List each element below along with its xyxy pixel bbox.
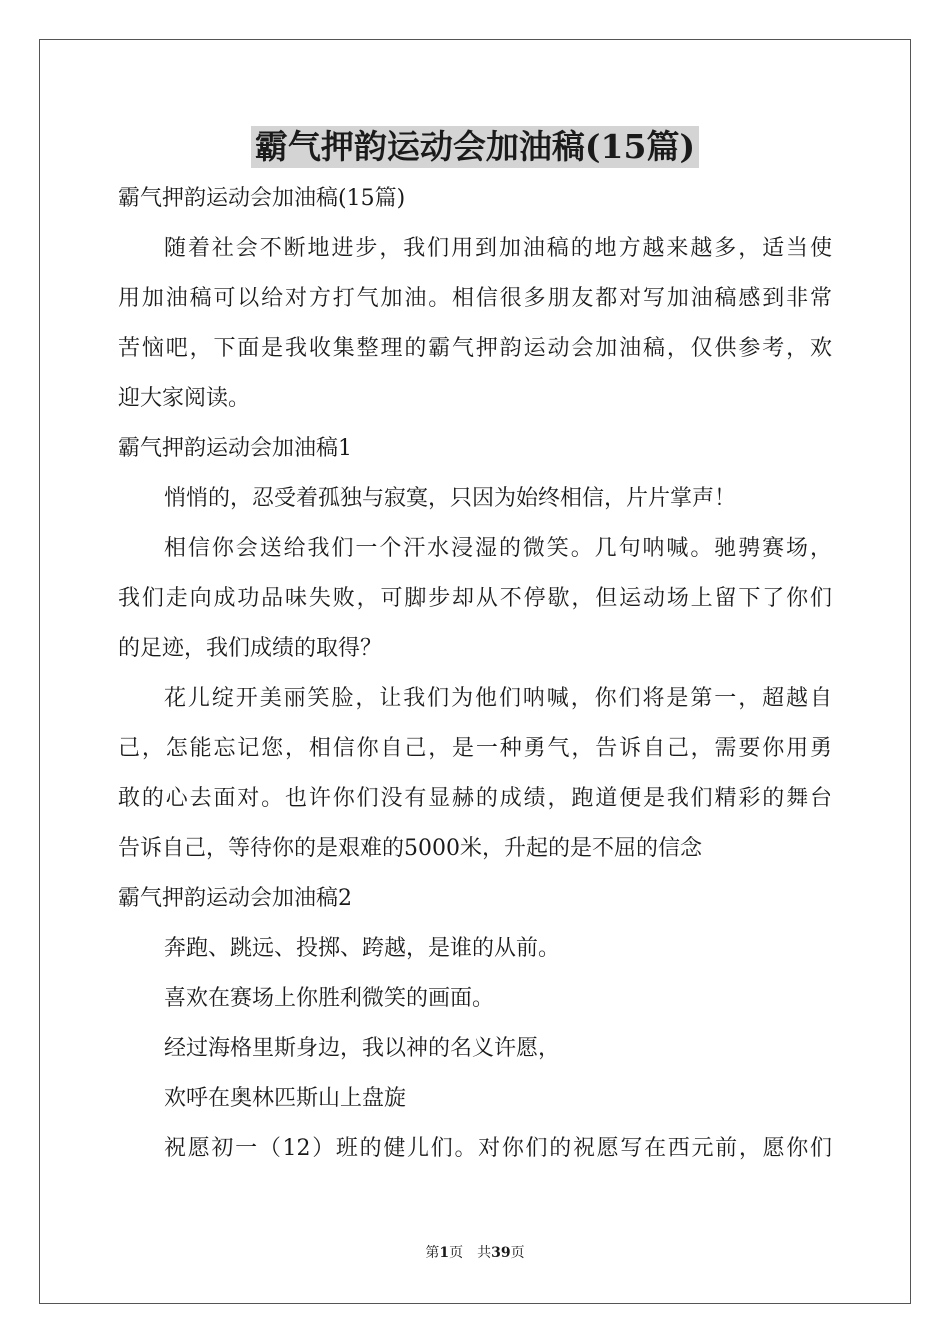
- footer-page-prefix: 第: [425, 1245, 440, 1261]
- intro-line: 迎大家阅读。: [118, 386, 251, 411]
- paragraph-line: 奔跑、跳远、投掷、跨越，是谁的从前。: [164, 936, 561, 961]
- section-heading: 霸气押韵运动会加油稿1: [118, 436, 352, 461]
- paragraph-line: 的足迹，我们成绩的取得？: [118, 636, 383, 661]
- footer-page-number: 1: [439, 1245, 450, 1261]
- paragraph-line: 我们走向成功品味失败，可脚步却从不停歇，但运动场上留下了你们: [118, 586, 832, 611]
- intro-line: 随着社会不断地进步，我们用到加油稿的地方越来越多，适当使: [164, 236, 832, 261]
- paragraph-line: 喜欢在赛场上你胜利微笑的画面。: [164, 986, 495, 1011]
- footer-page-mid: 页 共: [449, 1245, 492, 1261]
- paragraph-line: 悄悄的，忍受着孤独与寂寞，只因为始终相信，片片掌声！: [164, 486, 737, 511]
- footer-total-pages: 39: [491, 1245, 511, 1261]
- paragraph-line: 欢呼在奥林匹斯山上盘旋: [164, 1086, 407, 1111]
- paragraph-line: 相信你会送给我们一个汗水浸湿的微笑。几句呐喊。驰骋赛场，: [164, 536, 832, 561]
- intro-line: 苦恼吧，下面是我收集整理的霸气押韵运动会加油稿，仅供参考，欢: [118, 336, 832, 361]
- paragraph-line: 经过海格里斯身边，我以神的名义许愿，: [164, 1036, 561, 1061]
- paragraph-line: 己，怎能忘记您，相信你自己，是一种勇气，告诉自己，需要你用勇: [118, 736, 832, 761]
- paragraph-line: 告诉自己，等待你的是艰难的5000米，升起的是不屈的信念: [118, 836, 702, 861]
- paragraph-line: 花儿绽开美丽笑脸，让我们为他们呐喊，你们将是第一，超越自: [164, 686, 832, 711]
- title-container: [0, 126, 950, 168]
- paragraph-line: 敢的心去面对。也许你们没有显赫的成绩，跑道便是我们精彩的舞台: [118, 786, 832, 811]
- page-border: [39, 39, 911, 1304]
- document-subtitle: 霸气押韵运动会加油稿(15篇): [118, 186, 406, 211]
- page-footer: [0, 1244, 950, 1262]
- paragraph-line: 祝愿初一（12）班的健儿们。对你们的祝愿写在西元前，愿你们: [164, 1136, 832, 1161]
- footer-page-suffix: 页: [510, 1245, 525, 1261]
- intro-line: 用加油稿可以给对方打气加油。相信很多朋友都对写加油稿感到非常: [118, 286, 832, 311]
- document-title: 霸气押韵运动会加油稿(15篇): [251, 126, 699, 168]
- section-heading: 霸气押韵运动会加油稿2: [118, 886, 352, 911]
